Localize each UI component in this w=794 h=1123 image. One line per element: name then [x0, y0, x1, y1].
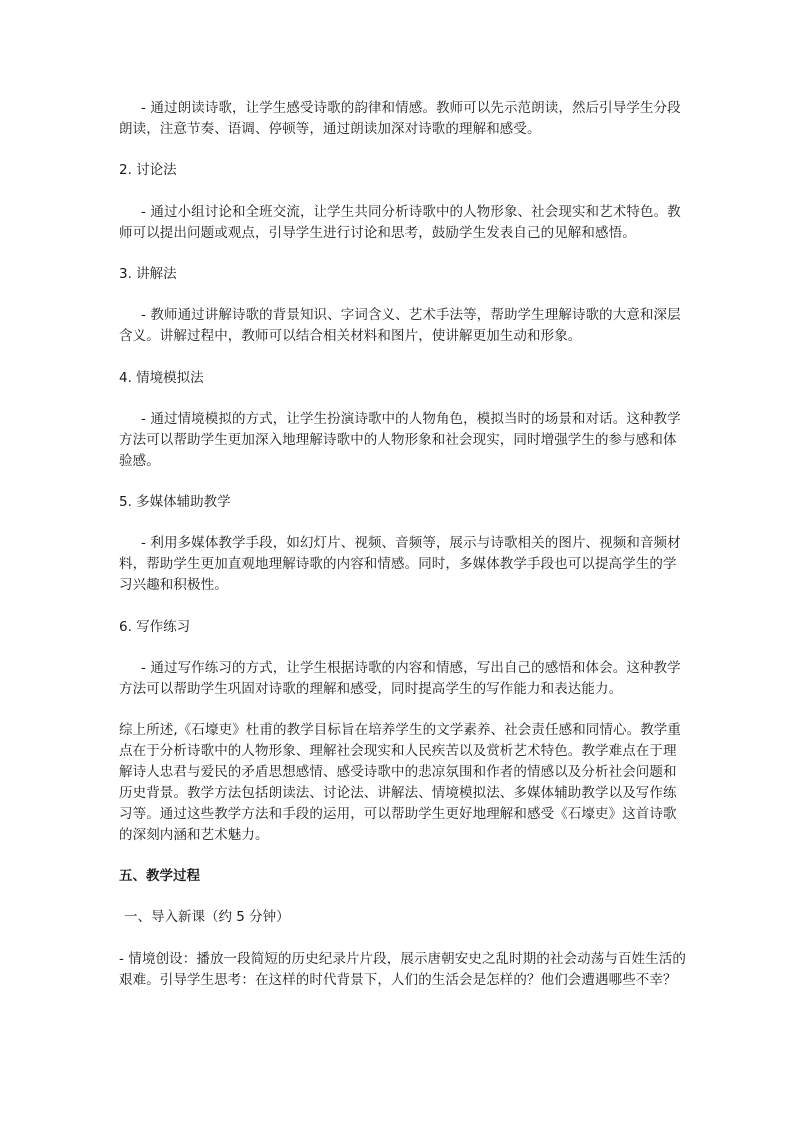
paragraph-reading-method: - 通过朗读诗歌，让学生感受诗歌的韵律和情感。教师可以先示范朗读，然后引导学生分段朗读，注意节奏、语调、停顿等，通过朗读加深对诗歌的理解和感受。 [119, 100, 681, 137]
paragraph-writing-practice: - 通过写作练习的方式，让学生根据诗歌的内容和情感，写出自己的感悟和体会。这种教学方法可以帮助学生巩固对诗歌的理解和感受，同时提高学生的写作能力和表达能力。 [119, 660, 681, 697]
paragraph-explanation-method: - 教师通过讲解诗歌的背景知识、字词含义、艺术手法等，帮助学生理解诗歌的大意和深层含义。讲解过程中，教师可以结合相关材料和图片，使讲解更加生动和形象。 [119, 307, 681, 344]
heading-multimedia-teaching: 5. 多媒体辅助教学 [119, 494, 231, 510]
heading-teaching-process: 五、教学过程 [119, 868, 200, 884]
heading-simulation-method: 4. 情境模拟法 [119, 370, 204, 386]
paragraph-simulation-method: - 通过情境模拟的方式，让学生扮演诗歌中的人物角色，模拟当时的场景和对话。这种教学方法可以帮助学生更加深入地理解诗歌中的人物形象和社会现实，同时增强学生的参与感和体验感。 [119, 411, 681, 469]
heading-introduction: 一、导入新课（约 5 分钟） [124, 909, 290, 925]
heading-explanation-method: 3. 讲解法 [119, 266, 177, 282]
paragraph-discussion-method: - 通过小组讨论和全班交流，让学生共同分析诗歌中的人物形象、社会现实和艺术特色。教师可以提出问题或观点，引导学生进行讨论和思考，鼓励学生发表自己的见解和感悟。 [119, 204, 681, 241]
paragraph-introduction: - 情境创设：播放一段简短的历史纪录片片段，展示唐朝安史之乱时期的社会动荡与百姓生活的艰难。引导学生思考：在这样的时代背景下，人们的生活会是怎样的？他们会遭遇哪些不幸？ [119, 951, 686, 988]
paragraph-summary: 综上所述,《石壕吏》杜甫的教学目标旨在培养学生的文学素养、社会责任感和同情心。教学重点在于分析诗歌中的人物形象、理解社会现实和人民疾苦以及赏析艺术特色。教学难点在于理解诗人忠君与爱民的矛盾思想感情、感受诗歌中的悲凉氛围和作者的情感以及分析社会问题和历史背景。教学方法包括朗读法、讨论法、讲解法、情境模拟法、多媒体辅助教学以及写作练习等。通过这些教学方法和手段的运用，可以帮助学生更好地理解和感受《石壕吏》这首诗歌的深刻内涵和艺术魅力。 [119, 722, 681, 843]
paragraph-multimedia-teaching: - 利用多媒体教学手段，如幻灯片、视频、音频等，展示与诗歌相关的图片、视频和音频材料，帮助学生更加直观地理解诗歌的内容和情感。同时，多媒体教学手段也可以提高学生的学习兴趣和积极性。 [119, 535, 681, 593]
heading-writing-practice: 6. 写作练习 [119, 619, 191, 635]
heading-discussion-method: 2. 讨论法 [119, 162, 177, 178]
